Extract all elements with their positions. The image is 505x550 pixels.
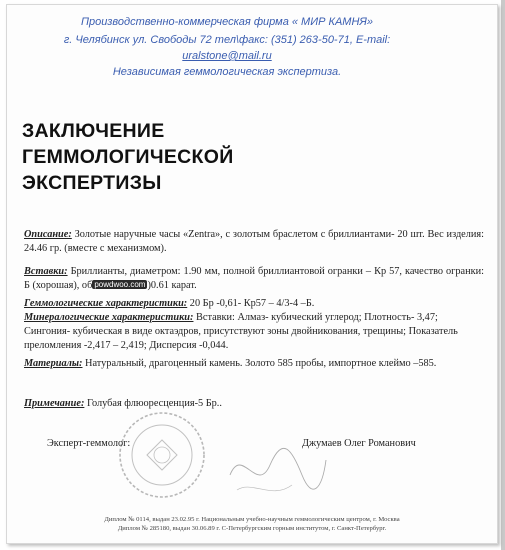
title-line-3: ЭКСПЕРТИЗЫ bbox=[22, 172, 162, 194]
gem-characteristics-label: Геммологические характеристики: bbox=[24, 298, 188, 309]
round-seal bbox=[117, 410, 207, 500]
company-email: uralstone@mail.ru bbox=[182, 50, 272, 62]
document-page bbox=[6, 4, 498, 544]
document-title bbox=[22, 118, 234, 196]
expert-name: Джумаев Олег Романович bbox=[302, 438, 416, 449]
materials-paragraph bbox=[24, 357, 484, 371]
mineralogical-text: Вставки: Алмаз- кубический углерод; Плотность- 3,47; Сингония- кубическая в виде октаэдров, присутствуют зоны двойникования, трещины; Показатель преломления -2,417 – 2,419; Дисперсия -0,044. bbox=[24, 312, 458, 351]
company-subtitle: Независимая геммологическая экспертиза. bbox=[112, 66, 342, 78]
description-label: Описание: bbox=[24, 229, 72, 240]
note-label: Примечание: bbox=[24, 398, 85, 409]
expert-role: Эксперт-геммолог: bbox=[47, 438, 131, 449]
mineralogical-paragraph bbox=[24, 311, 484, 353]
title-line-1: ЗАКЛЮЧЕНИЕ bbox=[22, 120, 165, 142]
company-address: г. Челябинск ул. Свободы 72 тел\факс: (351) 263-50-71, E-mail: bbox=[63, 34, 391, 46]
footer-diploma-2: Диплом № 285180, выдан 30.06.89 г. С-Петербургским горным институтом, г. Санкт-Петербург. bbox=[117, 525, 387, 532]
inserts-label: Вставки: bbox=[24, 266, 68, 277]
materials-label: Материалы: bbox=[24, 358, 83, 369]
inserts-text-end: )0.61 карат. bbox=[147, 280, 197, 291]
note-text: Голубая флюоресценция-5 Бр.. bbox=[84, 398, 222, 409]
footer-diploma-1: Диплом № 0114, выдан 23.02.95 г. Национальным учебно-научным геммологическим центром, г. Москва bbox=[104, 516, 400, 523]
mineralogical-label: Минералогические характеристики: bbox=[24, 312, 194, 323]
description-text: Золотые наручные часы «Zentra», с золотым браслетом с бриллиантами- 20 шт. Вес изделия: 24.46 гр. (вместе с механизмом). bbox=[24, 229, 484, 254]
note-paragraph bbox=[24, 397, 484, 411]
gem-characteristics-text: 20 Бр -0,61- Кр57 – 4/3-4 –Б. bbox=[187, 298, 315, 309]
watermark: powdwoo.com bbox=[94, 280, 146, 289]
materials-text: Натуральный, драгоценный камень. Золото 585 пробы, импортное клеймо –585. bbox=[82, 358, 437, 369]
title-line-2: ГЕММОЛОГИЧЕСКОЙ bbox=[22, 146, 234, 168]
description-paragraph bbox=[24, 228, 484, 256]
page-edge bbox=[501, 0, 505, 550]
inserts-text: Бриллианты, диаметром: 1.90 мм, полной бриллиантовой огранки – Кр 57, качество огранки: Б (хорошая), об bbox=[24, 266, 484, 291]
signature-row bbox=[47, 438, 467, 449]
gem-characteristics-paragraph bbox=[24, 297, 484, 311]
inserts-paragraph bbox=[24, 265, 484, 293]
company-name: Производственно-коммерческая фирма « МИР КАМНЯ» bbox=[80, 16, 374, 28]
